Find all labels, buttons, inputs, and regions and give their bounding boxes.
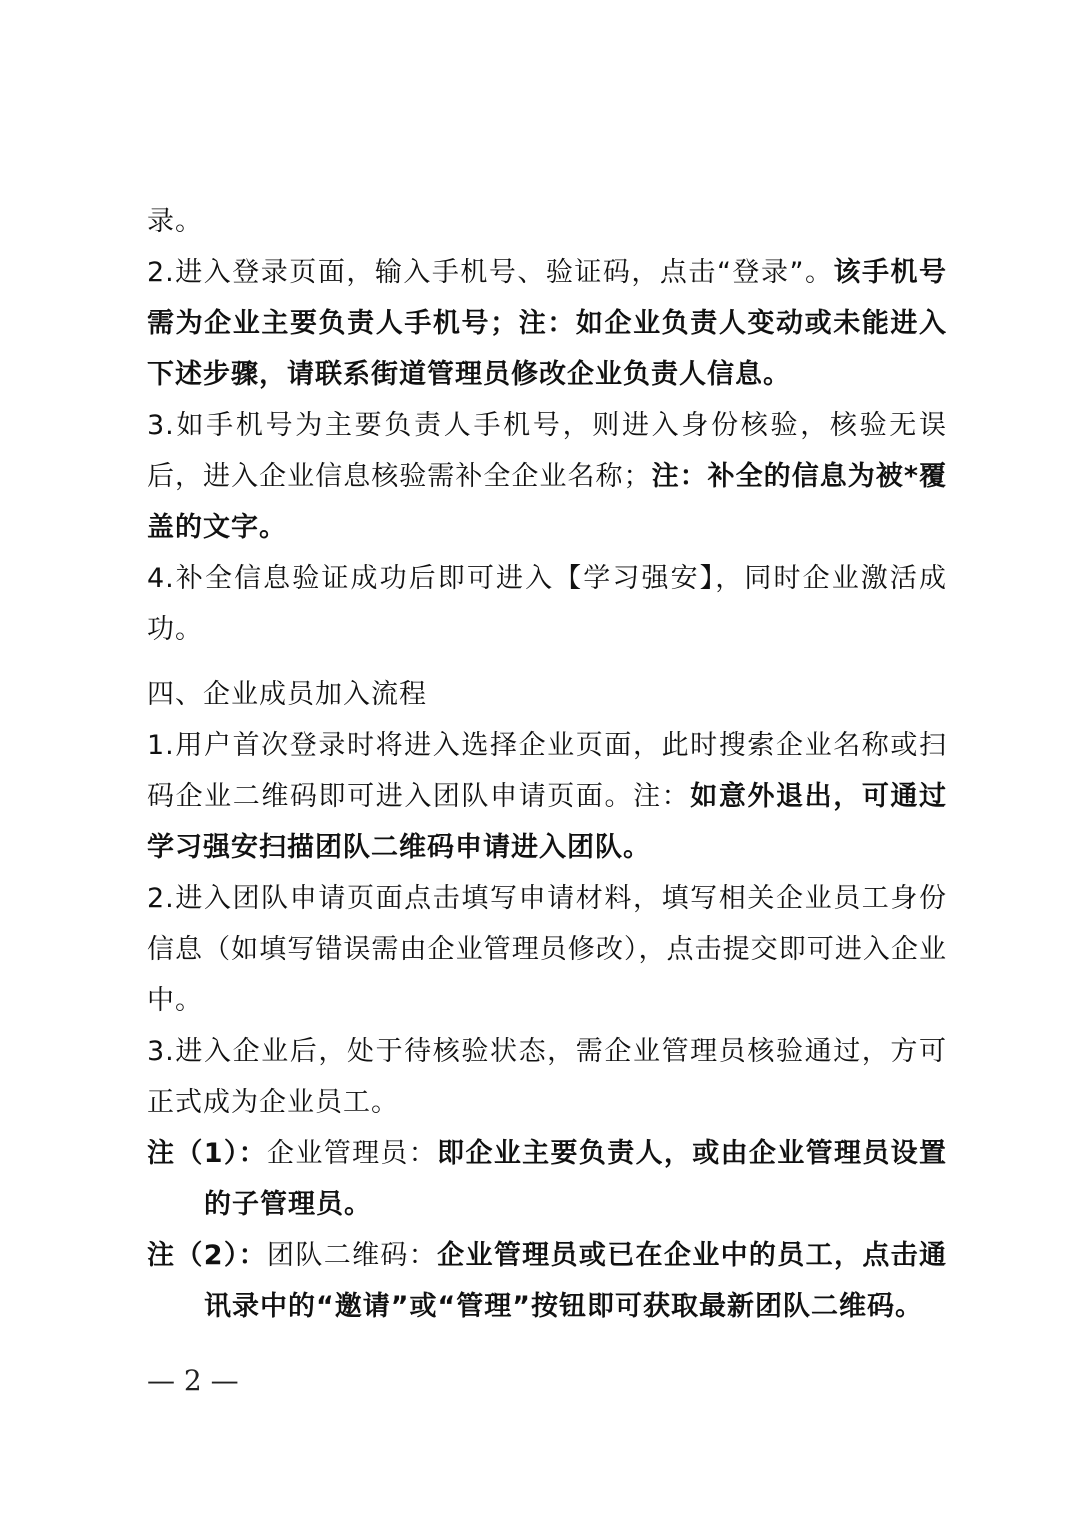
text-segment: 4.补全信息验证成功后即可进入【学习强安】，同时企业激活成功。 — [147, 563, 947, 645]
text-segment: 企业管理员： — [267, 1138, 438, 1169]
notes-group — [147, 1128, 947, 1332]
paragraph — [147, 553, 947, 655]
text-segment: 注（2）： — [147, 1240, 268, 1271]
text-segment: 如意外退出，可通过学习强安扫描团队二维码申请进入团队。 — [147, 781, 948, 863]
text-segment: 即企业主要负责人，或由企业管理员设置的子管理员。 — [204, 1138, 948, 1220]
text-segment: 该手机号需为企业主要负责人手机号；注：如企业负责人变动或未能进入下述步骤，请联系街道管理员修改企业负责人信息。 — [147, 257, 947, 390]
paragraph — [147, 1026, 947, 1128]
text-segment: 注（1）： — [147, 1138, 268, 1169]
text-segment: 团队二维码： — [267, 1240, 438, 1271]
document-body — [147, 196, 947, 1332]
paragraph — [147, 247, 947, 400]
paragraph-group — [147, 196, 947, 655]
text-segment: 3.如手机号为主要负责人手机号，则进入身份核验，核验无误后，进入企业信息核验需补全企业名称； — [147, 410, 947, 492]
note-paragraph — [147, 1230, 947, 1332]
text-segment: 2.进入登录页面，输入手机号、验证码，点击“登录”。 — [147, 257, 834, 288]
paragraph — [147, 400, 947, 553]
page-number: — 2 — — [147, 1364, 239, 1397]
section-heading: 四、企业成员加入流程 — [147, 679, 427, 710]
text-segment: 2.进入团队申请页面点击填写申请材料，填写相关企业员工身份信息（如填写错误需由企业管理员修改），点击提交即可进入企业中。 — [147, 883, 947, 1016]
note-paragraph — [147, 1128, 947, 1230]
text-segment: 注：补全的信息为被*覆盖的文字。 — [147, 461, 947, 543]
text-segment: 录。 — [147, 206, 203, 237]
paragraph — [147, 720, 947, 873]
text-segment: 企业管理员或已在企业中的员工，点击通讯录中的“邀请”或“管理”按钮即可获取最新团队二维码。 — [204, 1240, 948, 1322]
text-segment: 3.进入企业后，处于待核验状态，需企业管理员核验通过，方可正式成为企业员工。 — [147, 1036, 947, 1118]
paragraph — [147, 873, 947, 1026]
text-segment: 1.用户首次登录时将进入选择企业页面，此时搜索企业名称或扫码企业二维码即可进入团队申请页面。注： — [147, 730, 947, 812]
paragraph — [147, 196, 947, 247]
section-paragraph-group — [147, 720, 947, 1128]
